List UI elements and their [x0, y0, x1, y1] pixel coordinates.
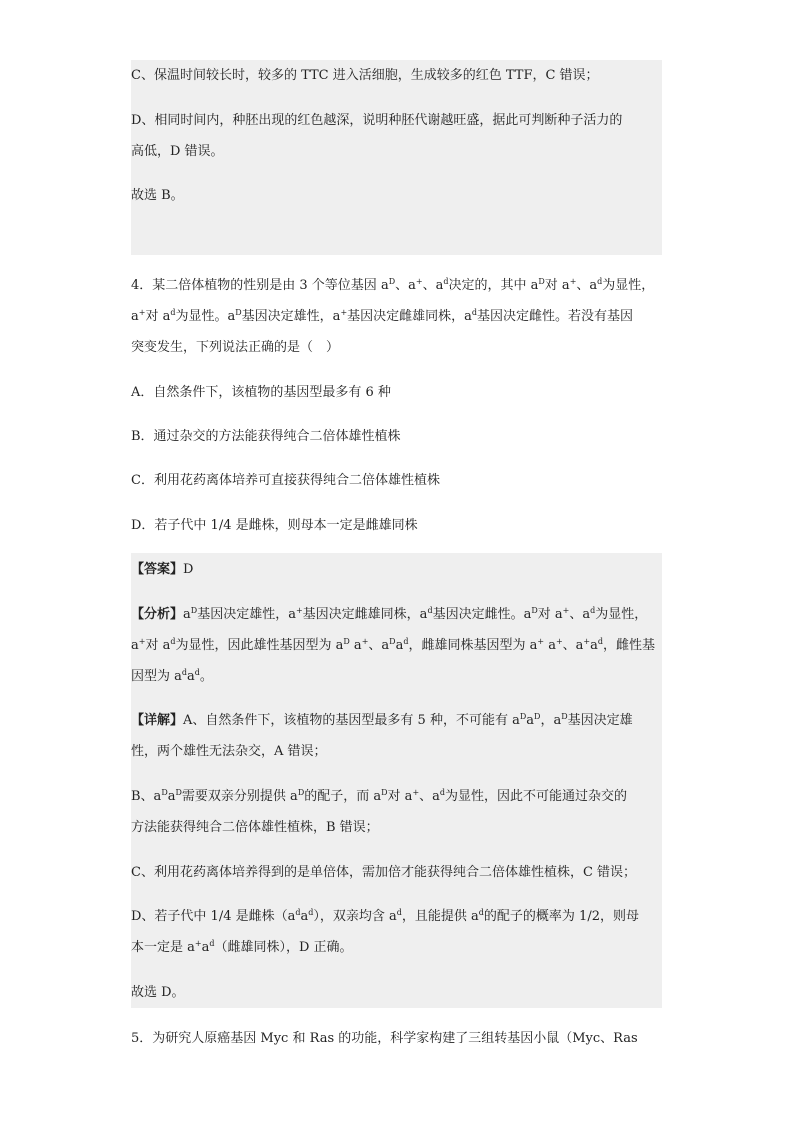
detail-tag: 【详解】 — [131, 713, 184, 728]
text-line: C、保温时间较长时，较多的 TTC 进入活细胞，生成较多的红色 TTF，C 错误； — [131, 68, 599, 83]
option-b: B．通过杂交的方法能获得纯合二倍体雄性植株 — [131, 429, 401, 444]
text-line: D、相同时间内，种胚出现的红色越深，说明种胚代谢越旺盛，据此可判断种子活力的 — [131, 113, 623, 128]
answer-line — [131, 561, 193, 579]
question-5-stem-line-1: 5．为研究人原癌基因 Myc 和 Ras 的功能，科学家构建了三组转基因小鼠（Myc、Ras — [131, 1031, 638, 1046]
detail-b-line-2: 方法能获得纯合二倍体雄性植株，B 错误； — [131, 820, 379, 835]
analysis-line-3: 因型为 $a^da^d$。 — [131, 668, 213, 684]
answer-value: D — [183, 562, 194, 577]
analysis-tag: 【分析】 — [131, 607, 184, 622]
question-4-stem-line-1: 4．某二倍体植物的性别是由 3 个等位基因 $a^D$、a+、$a^d$决定的，其中 $a^D$对 a+、$a^d$为显性， — [131, 277, 655, 293]
detail-d-line-2: 本一定是 $a^+a^d$（雌雄同株），D 正确。 — [131, 939, 353, 955]
detail-a-line-1: 【详解】A、自然条件下，该植物的基因型最多有 5 种，不可能有 $a^Da^D$，$a^D$基因决定雄 — [131, 712, 633, 728]
detail-d-line-1: D、若子代中 1/4 是雌株$(a^da^d)$，双亲均含 $a^d$，且能提供 $a^d$的配子的概率为 1/2，则母 — [131, 908, 639, 924]
detail-a-line-2: 性，两个雄性无法杂交，A 错误； — [131, 744, 327, 759]
text-line: 故选 B。 — [131, 188, 184, 203]
answer-tag: 【答案】 — [131, 562, 184, 577]
analysis-line-1: 【分析】$a^D$基因决定雄性，a+基因决定雌雄同株，$a^d$基因决定雌性。$a^D$对 a+、$a^d$为显性， — [131, 606, 648, 622]
question-4-stem-line-3: 突变发生，下列说法正确的是（ ） — [131, 340, 340, 355]
final-choice-line: 故选 D。 — [131, 985, 185, 1000]
option-c: C．利用花药离体培养可直接获得纯合二倍体雄性植株 — [131, 473, 440, 488]
detail-b-line-1: B、$a^Da^D$需要双亲分别提供 $a^D$的配子，而 $a^D$对 a+、$a^d$为显性，因此不可能通过杂交的 — [131, 788, 628, 804]
analysis-line-2: a+对 $a^d$为显性，因此雄性基因型为 $a^D$ a+、$a^Da^d$，雌雄同株基因型为 a+ a+、$a^+a^d$，雌性基 — [131, 637, 656, 653]
option-a: A．自然条件下，该植物的基因型最多有 6 种 — [131, 385, 391, 400]
option-d: D．若子代中 1/4 是雌株，则母本一定是雌雄同株 — [131, 518, 418, 533]
detail-c-line: C、利用花药离体培养得到的是单倍体，需加倍才能获得纯合二倍体雄性植株，C 错误； — [131, 865, 637, 880]
question-4-stem-line-2: a+对 $a^d$为显性。$a^D$基因决定雄性，a+基因决定雌雄同株，$a^d$基因决定雌性。若没有基因 — [131, 308, 634, 324]
text-line: 高低，D 错误。 — [131, 144, 224, 159]
